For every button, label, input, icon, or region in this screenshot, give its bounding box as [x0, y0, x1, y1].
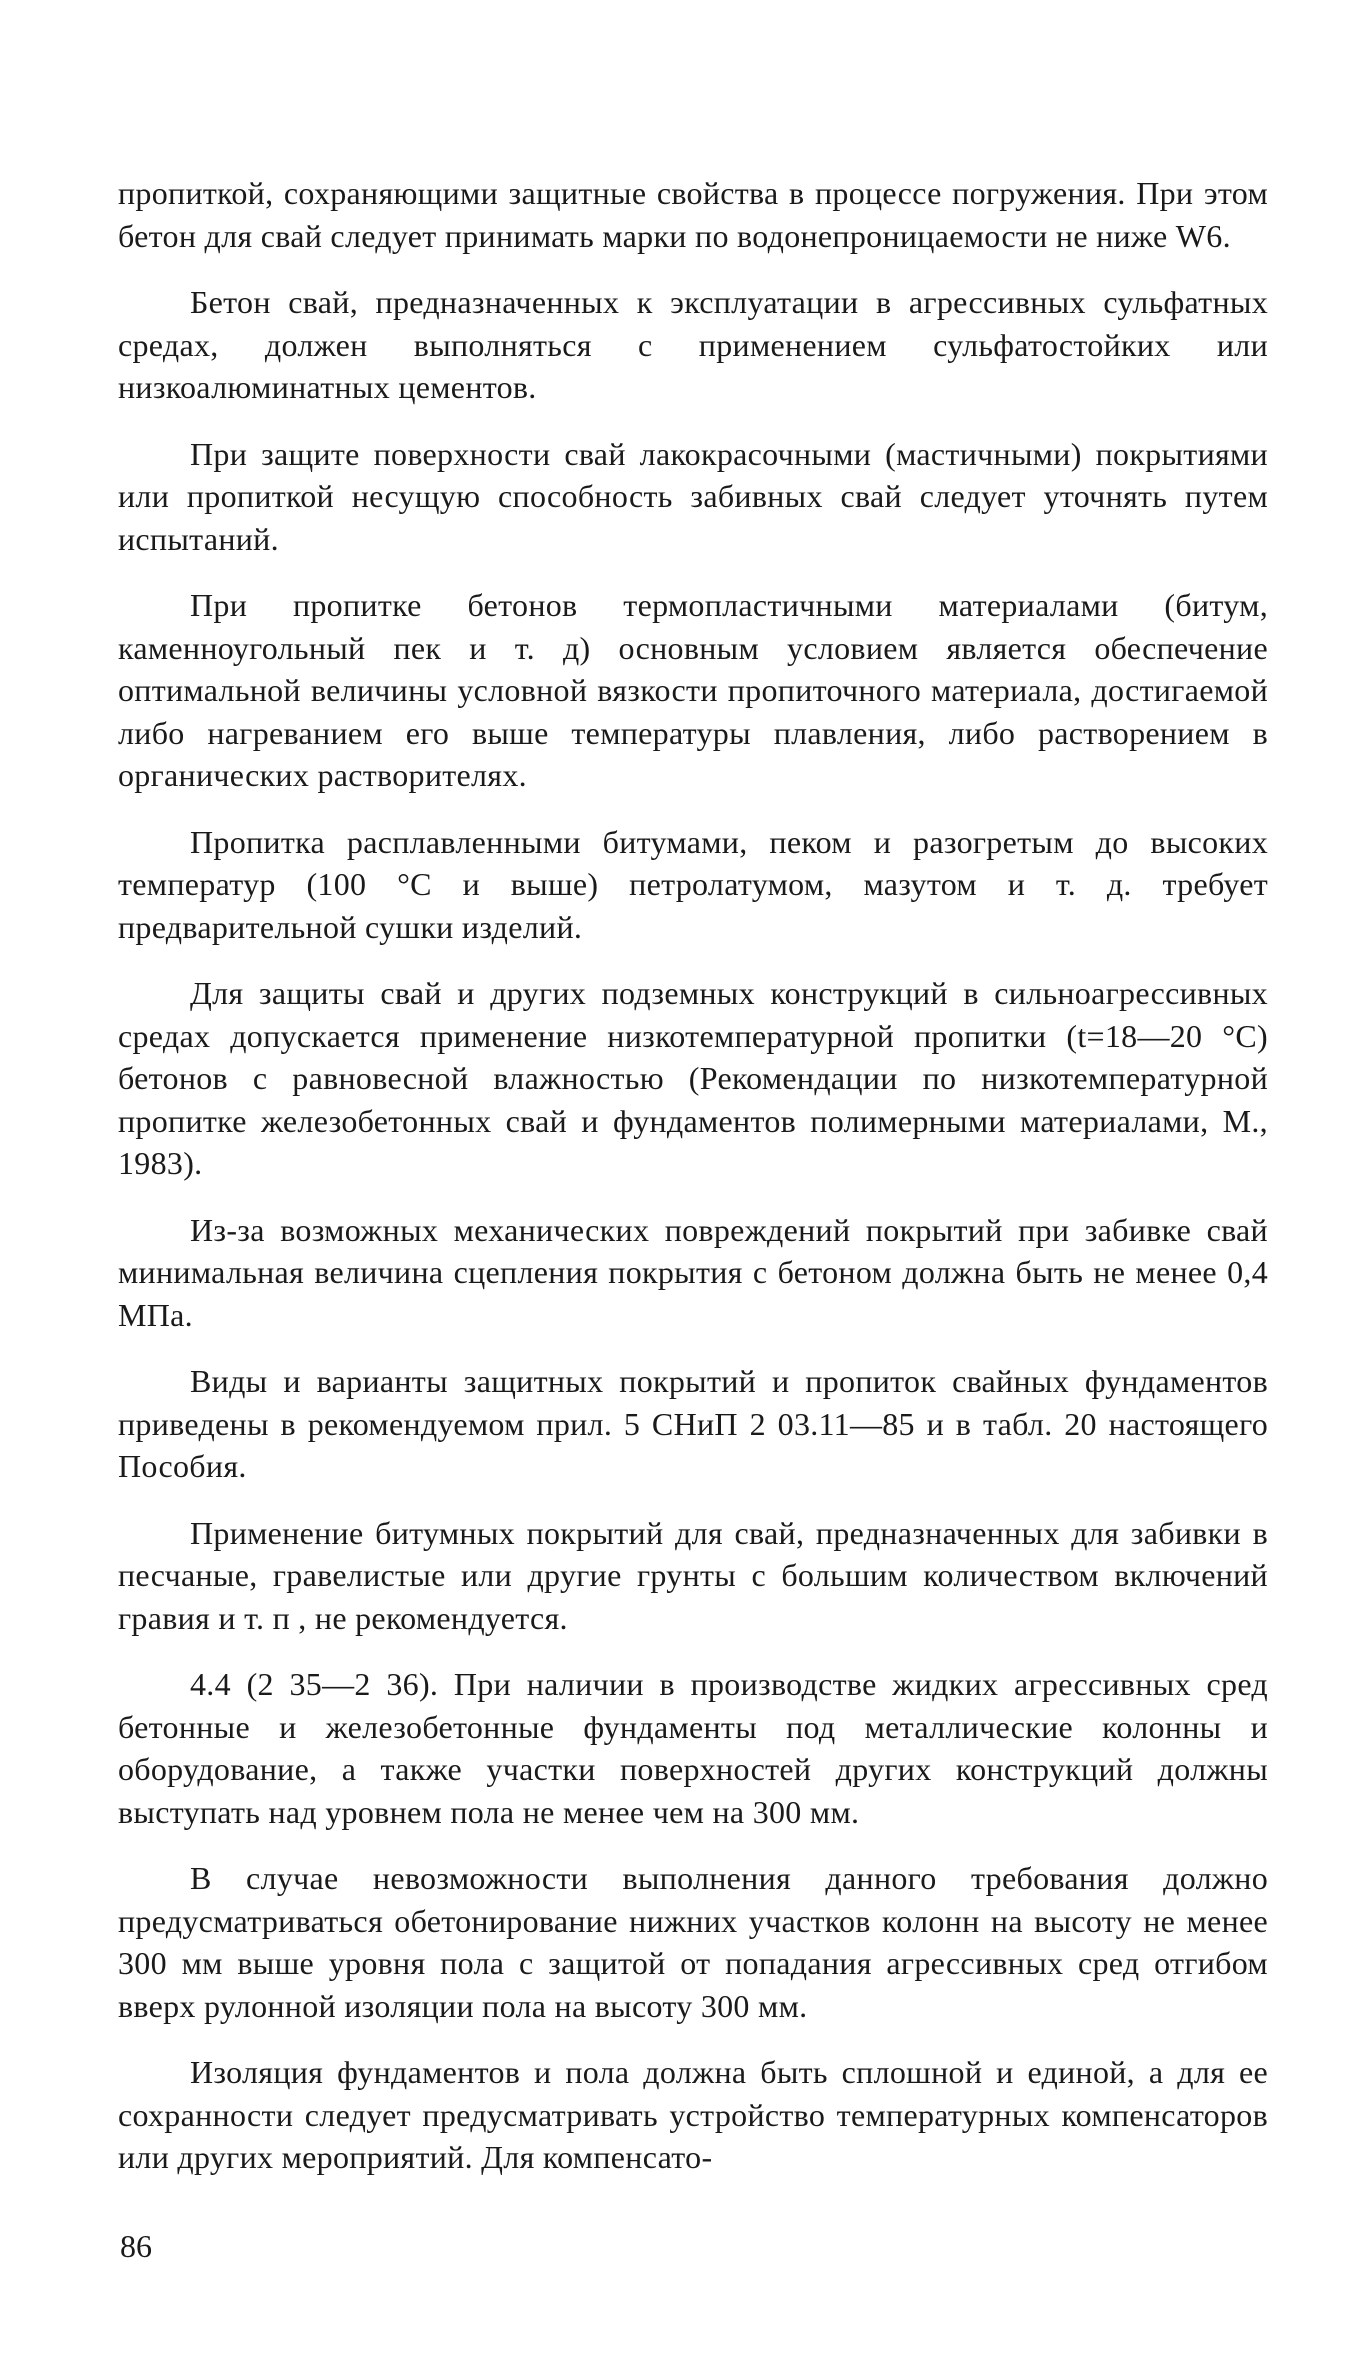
paragraph-9: Применение битумных покрытий для свай, предназначенных для забивки в песчаные, гравелистые или другие грунты с большим количеством включений гравия и т. п , не рекомендуется. [118, 1514, 1268, 1636]
paragraph-7: Из-за возможных механических повреждений покрытий при забивке свай минимальная величина сцепления покрытия с бетоном должна быть не менее 0,4 МПа. [118, 1211, 1268, 1333]
paragraph-2: Бетон свай, предназначенных к эксплуатации в агрессивных сульфатных средах, должен выполняться с применением сульфатостойких или низкоалюминатных цементов. [118, 284, 1268, 405]
paragraph-5: Пропитка расплавленными битумами, пеком и разогретым до высоких температур (100 °С и выше) петролатумом, мазутом и т. д. требует предварительной сушки изделий. [118, 823, 1268, 945]
paragraph-10: 4.4 (2 35—2 36). При наличии в производстве жидких агрессивных сред бетонные и железобетонные фундаменты под металлические колонны и оборудование, а также участки поверхностей других конструкций должны выступать над уровнем пола не менее чем на 300 мм. [118, 1666, 1268, 1830]
paragraph-3: При защите поверхности свай лакокрасочными (мастичными) покрытиями или пропиткой несущую способность забивных свай следует уточнять путем испытаний. [118, 435, 1268, 557]
paragraph-8: Виды и варианты защитных покрытий и пропиток свайных фундаментов приведены в рекомендуемом прил. 5 СНиП 2 03.11—85 и в табл. 20 настоящего Пособия. [118, 1363, 1268, 1484]
paragraph-12: Изоляция фундаментов и пола должна быть сплошной и единой, а для ее сохранности следует предусматривать устройство температурных компенсаторов или других мероприятий. Для компенсато- [118, 2054, 1268, 2175]
paragraph-1: пропиткой, сохраняющими защитные свойства в процессе погружения. При этом бетон для свай следует принимать марки по водонепроницаемости не ниже W6. [118, 175, 1268, 254]
paragraph-4: При пропитке бетонов термопластичными материалами (битум, каменноугольный пек и т. д) основным условием является обеспечение оптимальной величины условной вязкости пропиточного материала, достигаемой либо нагреванием его выше температуры плавления, либо растворением в органических растворителях. [118, 587, 1268, 793]
document-page [118, 172, 1268, 2179]
page-number: 86 [120, 2228, 152, 2264]
paragraph-11: В случае невозможности выполнения данного требования должно предусматриваться обетонирование нижних участков колонн на высоту не менее 300 мм выше уровня пола с защитой от попадания агрессивных сред отгибом вверх рулонной изоляции пола на высоту 300 мм. [118, 1860, 1268, 2024]
paragraph-6: Для защиты свай и других подземных конструкций в сильноагрессивных средах допускается применение низкотемпературной пропитки (t=18—20 °С) бетонов с равновесной влажностью (Рекомендации по низкотемпературной пропитке железобетонных свай и фундаментов полимерными материалами, М., 1983). [118, 975, 1268, 1181]
